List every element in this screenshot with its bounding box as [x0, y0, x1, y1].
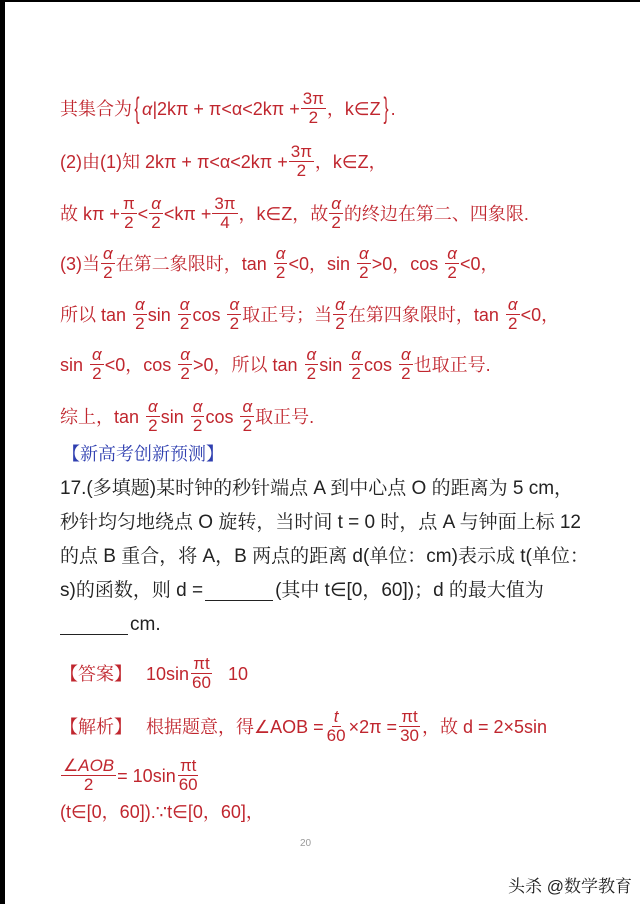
- answer-blank-1: [205, 582, 273, 601]
- text: 在第二象限时，tan: [115, 253, 267, 274]
- text: α|: [142, 98, 157, 119]
- text: 2kπ + π<α<2kπ +: [156, 98, 300, 119]
- text: (2)由(1)知 2kπ + π<α<2kπ +: [60, 151, 288, 172]
- text: 所以 tan: [60, 304, 127, 325]
- fraction: $\frac{\pi t}{60}$: [178, 756, 198, 794]
- text: 在第四象限时，tan: [347, 304, 499, 325]
- text: 17.(多填题)某时钟的秒针端点 A 到中心点 O 的距离为 5 cm，: [60, 478, 574, 499]
- text: sin: [60, 354, 84, 375]
- text: ，k∈Z，故: [238, 203, 329, 224]
- question-line5: [60, 614, 161, 636]
- part3-line2: [60, 296, 559, 333]
- text: sin: [147, 304, 171, 325]
- text: = 10sin: [117, 765, 176, 786]
- fraction-alpha-half: $\frac{\alpha}{2}$: [229, 295, 240, 333]
- part2-line2: [60, 195, 529, 232]
- page-number: 20: [300, 838, 312, 849]
- fraction: $\frac{3\pi}{2}$: [290, 142, 312, 180]
- top-border: [0, 0, 640, 2]
- text: ，故 d = 2×5sin: [421, 716, 548, 737]
- fraction: $\frac{\alpha}{2}$: [331, 194, 341, 232]
- text: ×2π =: [348, 716, 398, 737]
- fraction-alpha-half: $\frac{\alpha}{2}$: [180, 345, 190, 383]
- text: 综上，tan: [60, 406, 140, 427]
- text: (t∈[0，60]).∵t∈[0，60]，: [60, 802, 264, 822]
- answer-blank-2: [60, 616, 128, 635]
- fraction-alpha-half: $\frac{\alpha}{2}$: [242, 397, 253, 435]
- text: <0，sin: [288, 253, 350, 274]
- fraction: $\frac{\pi t}{30}$: [400, 707, 419, 745]
- text: sin: [160, 406, 184, 427]
- part3-line1: [60, 245, 498, 282]
- section-heading: [62, 443, 224, 465]
- part3-line4: [60, 398, 314, 435]
- text: 秒针均匀地绕点 O 旋转，当时间 t = 0 时，点 A 与钟面上标 12: [60, 512, 581, 533]
- set-brace-open: {: [134, 91, 140, 125]
- text: ，k∈Z，: [314, 151, 387, 172]
- fraction-alpha-half: $\frac{\alpha}{2}$: [306, 345, 317, 383]
- fraction-alpha-half: $\frac{\alpha}{2}$: [135, 295, 145, 333]
- solution-set-line: [60, 90, 396, 127]
- question-line3: [60, 546, 589, 568]
- fraction-alpha-half: $\frac{\alpha}{2}$: [351, 345, 361, 383]
- question-line4: [60, 580, 544, 602]
- fraction-alpha-half: $\frac{\alpha}{2}$: [447, 244, 457, 282]
- left-border: [0, 0, 5, 904]
- text: 也取正号.: [413, 354, 491, 375]
- text: (其中 t∈[0，60])；d 的最大值为: [275, 580, 544, 601]
- fraction: $\frac{\text{∠AOB}}{2}$: [63, 756, 115, 794]
- set-brace-close: }: [383, 91, 389, 125]
- analysis-line1: [60, 708, 547, 745]
- watermark: 头杀 @数学教育: [508, 877, 632, 896]
- fraction: $\frac{\alpha}{2}$: [151, 194, 161, 232]
- fraction: $\frac{3\pi}{2}$: [302, 89, 324, 127]
- fraction-alpha-half: $\frac{\alpha}{2}$: [358, 244, 369, 282]
- analysis-line3: [60, 801, 264, 823]
- text: cos: [205, 406, 234, 427]
- fraction: $\frac{\pi t}{60}$: [192, 654, 211, 692]
- text: cm.: [130, 614, 161, 635]
- text: 取正号.: [255, 406, 315, 427]
- fraction-alpha-half: $\frac{\alpha}{2}$: [192, 397, 203, 435]
- fraction-alpha-half: $\frac{\alpha}{2}$: [179, 295, 190, 333]
- answer-line: [60, 655, 248, 692]
- text: (3)当: [60, 253, 100, 274]
- answer-label: 【答案】: [60, 663, 132, 684]
- fraction-alpha-half: $\frac{\alpha}{2}$: [335, 295, 345, 333]
- text: s)的函数，则 d =: [60, 580, 204, 601]
- text: 取正号；当: [242, 304, 333, 325]
- fraction-alpha-half: $\frac{\alpha}{2}$: [103, 244, 113, 282]
- text: <kπ +: [163, 203, 212, 224]
- text: <: [137, 203, 149, 224]
- question-line2: [60, 512, 581, 534]
- fraction: $\frac{3\pi}{4}$: [214, 194, 236, 232]
- heading-text: 【新高考创新预测】: [62, 444, 224, 464]
- fraction-alpha-half: $\frac{\alpha}{2}$: [92, 345, 102, 383]
- fraction: $\frac{t}{60}$: [326, 707, 346, 745]
- text: <0，cos: [104, 354, 172, 375]
- text: .: [390, 98, 396, 119]
- analysis-label: 【解析】: [60, 716, 132, 737]
- fraction-alpha-half: $\frac{\alpha}{2}$: [148, 397, 158, 435]
- text: 的终边在第二、四象限.: [343, 203, 529, 224]
- analysis-line2: [60, 757, 201, 794]
- part2-line1: [60, 143, 387, 180]
- text: 10: [227, 663, 248, 684]
- text: 故 kπ +: [60, 203, 120, 224]
- text: 根据题意，得∠AOB =: [146, 716, 324, 737]
- fraction-alpha-half: $\frac{\alpha}{2}$: [275, 244, 286, 282]
- fraction-alpha-half: $\frac{\alpha}{2}$: [507, 295, 518, 333]
- text: 的点 B 重合，将 A，B 两点的距离 d(单位：cm)表示成 t(单位：: [60, 546, 589, 567]
- text: >0，cos: [371, 253, 439, 274]
- text: 其集合为: [60, 98, 132, 119]
- part3-line3: [60, 346, 491, 383]
- text: cos: [363, 354, 392, 375]
- text: ，k∈Z: [326, 98, 381, 119]
- text: 10sin: [146, 663, 190, 684]
- fraction: $\frac{\pi}{2}$: [122, 194, 135, 232]
- text: <0，: [459, 253, 499, 274]
- text: sin: [319, 354, 343, 375]
- text: <0，: [520, 304, 560, 325]
- fraction-alpha-half: $\frac{\alpha}{2}$: [400, 345, 411, 383]
- text: >0，所以 tan: [192, 354, 298, 375]
- text: cos: [192, 304, 221, 325]
- question-line1: [60, 478, 573, 500]
